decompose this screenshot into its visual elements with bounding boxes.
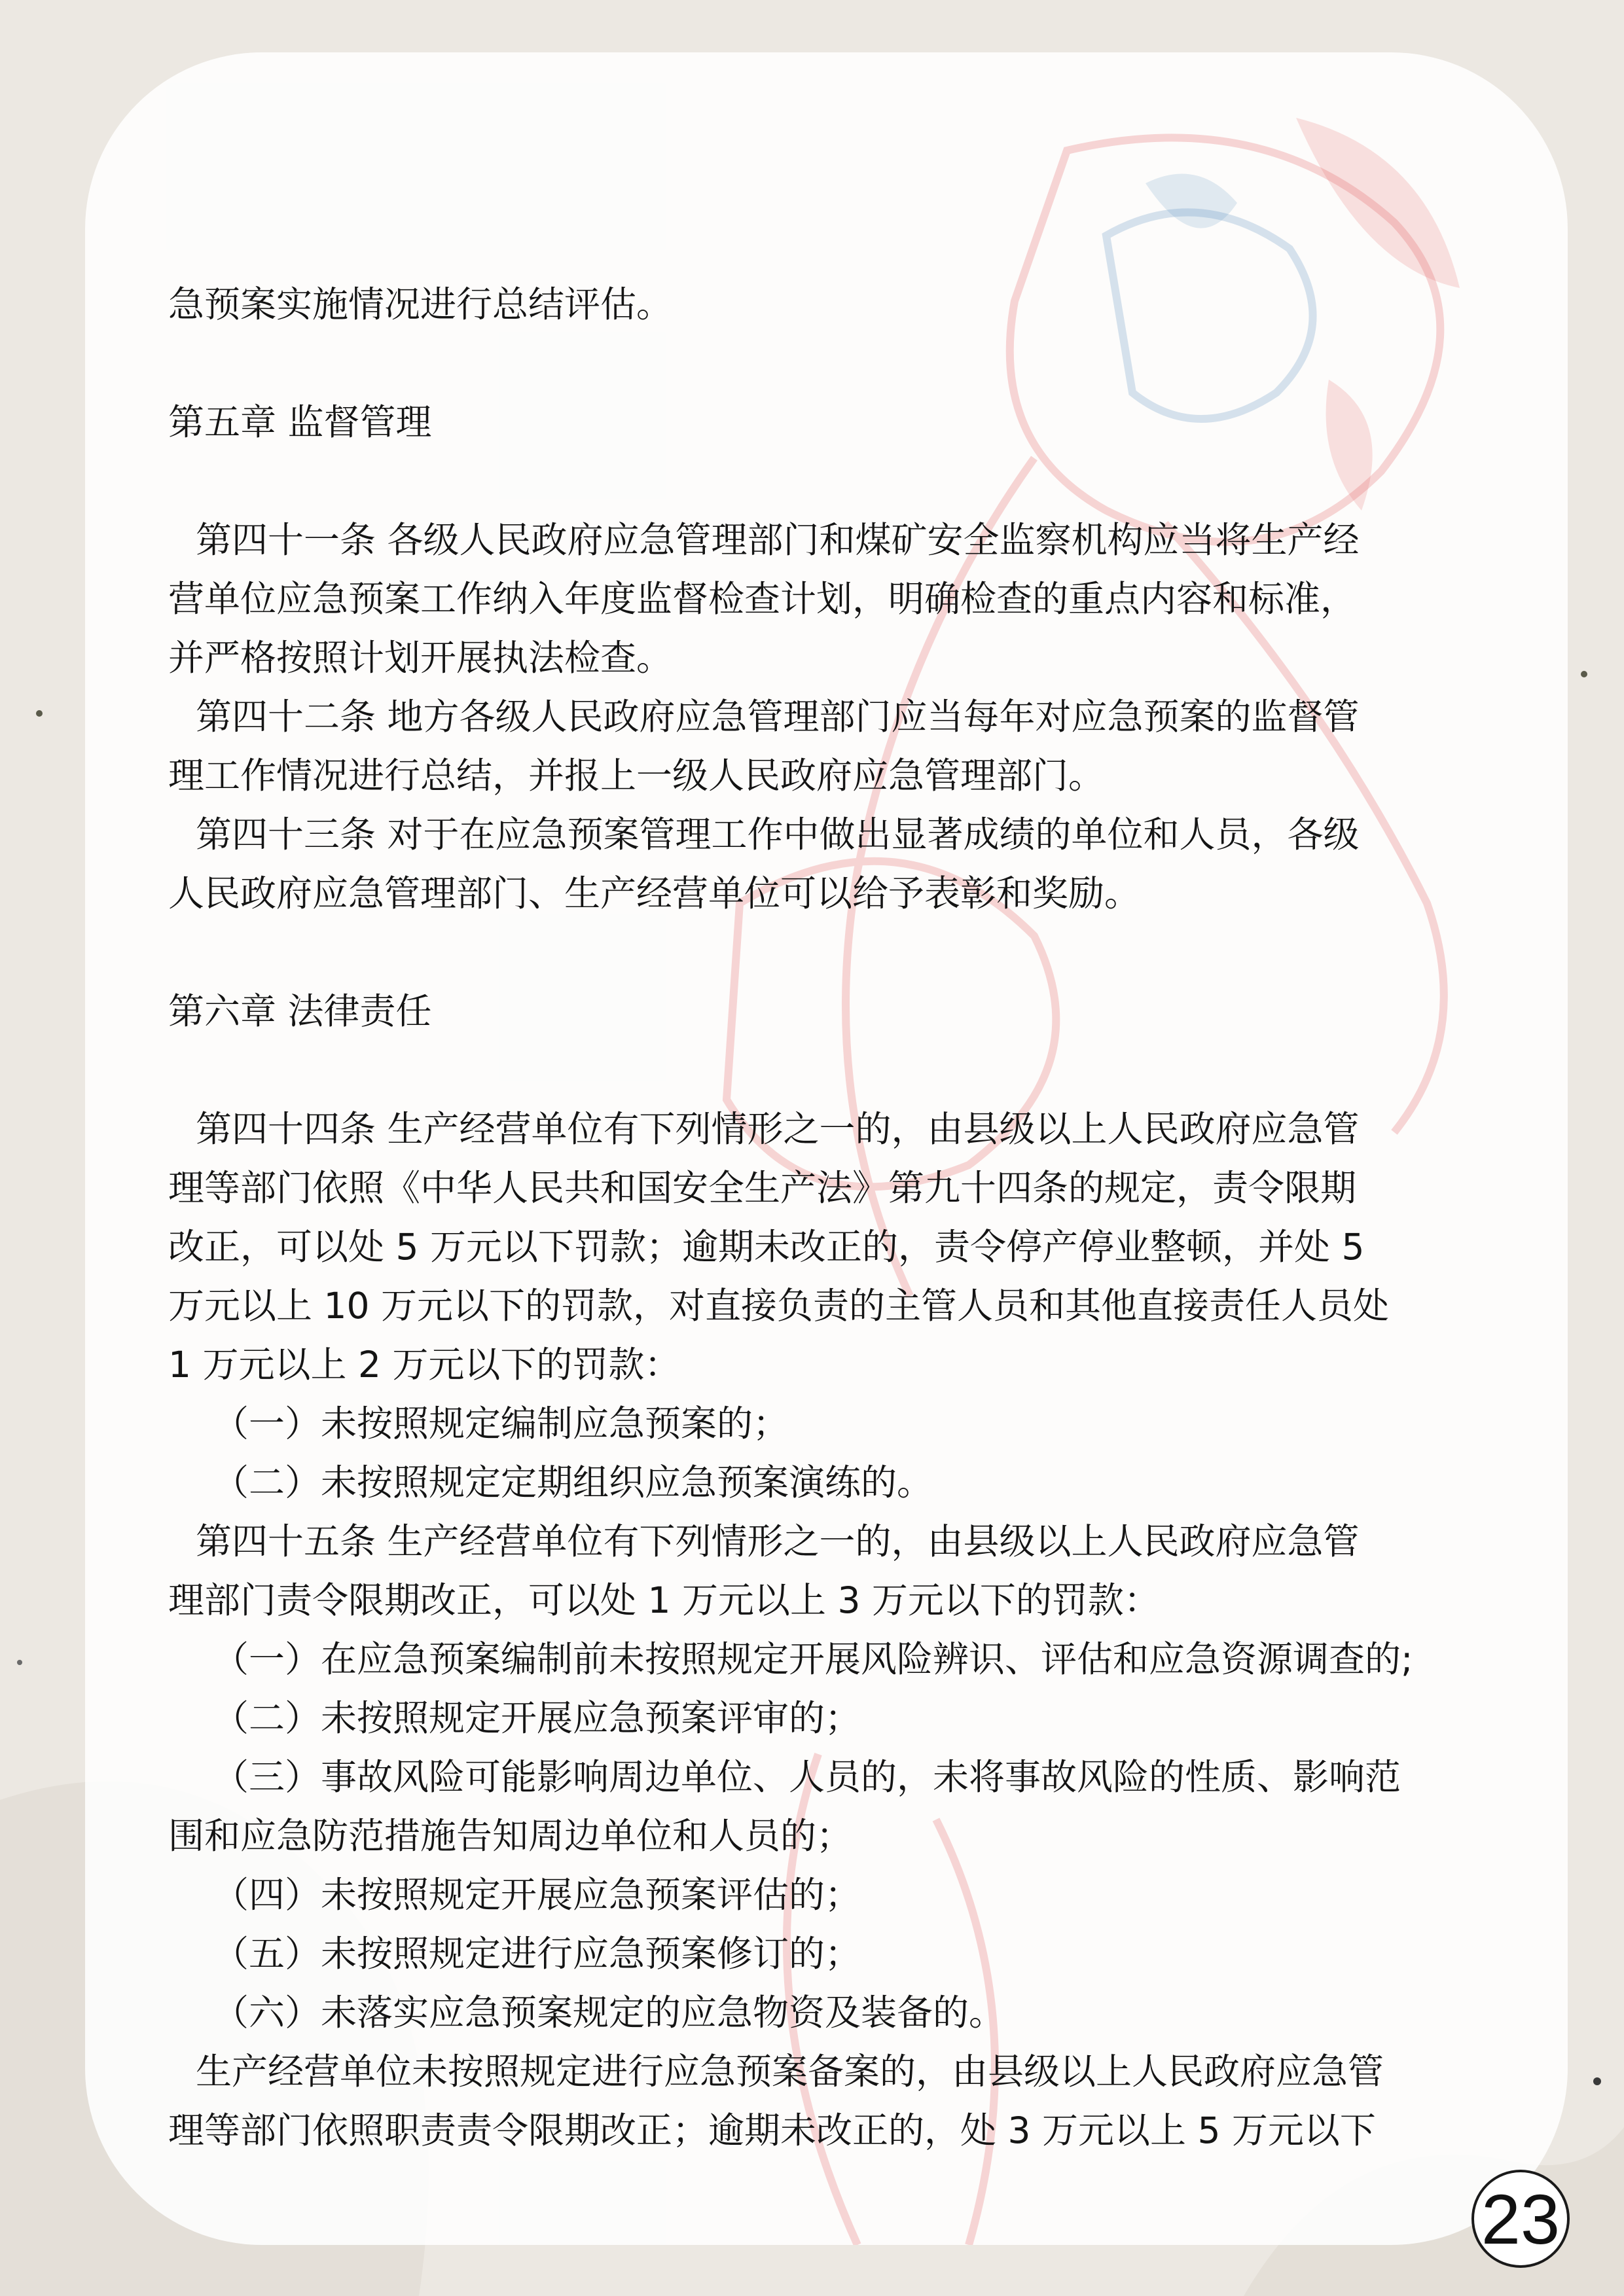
paragraph-line: （三）事故风险可能影响周边单位、人员的，未将事故风险的性质、影响范 [213,1756,1401,1798]
chapter-heading: 第五章 监督管理 [168,401,432,443]
paragraph-line: 改正，可以处 5 万元以下罚款；逾期未改正的，责令停产停业整顿，并处 5 [168,1226,1365,1268]
paragraph-line: 理部门责令限期改正，可以处 1 万元以上 3 万元以下的罚款： [168,1579,1160,1621]
paragraph-line: 围和应急防范措施告知周边单位和人员的； [168,1815,853,1857]
paragraph-line: （一）未按照规定编制应急预案的； [213,1403,789,1444]
chapter-heading: 第六章 法律责任 [168,990,432,1032]
paragraph-line: 营单位应急预案工作纳入年度监督检查计划，明确检查的重点内容和标准， [168,578,1357,620]
document-body [168,275,1484,2160]
paragraph-line: 理等部门依照《中华人民共和国安全生产法》第九十四条的规定，责令限期 [168,1167,1357,1209]
page-number-badge [1471,2170,1570,2268]
paragraph-line: 万元以上 10 万元以下的罚款，对直接负责的主管人员和其他直接责任人员处 [168,1285,1389,1327]
paragraph-line: 第四十四条 生产经营单位有下列情形之一的，由县级以上人民政府应急管 [196,1108,1360,1150]
paragraph-line: （四）未按照规定开展应急预案评估的； [213,1874,861,1916]
paragraph-line: （五）未按照规定进行应急预案修订的； [213,1933,861,1975]
paragraph-line: 1 万元以上 2 万元以下的罚款： [168,1344,681,1386]
paragraph-line: 急预案实施情况进行总结评估。 [168,283,673,325]
paragraph-line: 第四十一条 各级人民政府应急管理部门和煤矿安全监察机构应当将生产经 [196,519,1360,561]
paragraph-line: 并严格按照计划开展执法检查。 [168,637,673,679]
paragraph-line: 理工作情况进行总结，并报上一级人民政府应急管理部门。 [168,755,1105,797]
paragraph-line: （二）未按照规定定期组织应急预案演练的。 [213,1462,933,1503]
paragraph-line: 第四十五条 生产经营单位有下列情形之一的，由县级以上人民政府应急管 [196,1520,1360,1562]
paragraph-line: 第四十二条 地方各级人民政府应急管理部门应当每年对应急预案的监督管 [196,696,1360,738]
paragraph-line: 生产经营单位未按照规定进行应急预案备案的，由县级以上人民政府应急管 [196,2051,1384,2092]
paragraph-line: 第四十三条 对于在应急预案管理工作中做出显著成绩的单位和人员，各级 [196,814,1360,855]
paragraph-line: （六）未落实应急预案规定的应急物资及装备的。 [213,1992,1005,2034]
page-card [85,52,1568,2245]
paragraph-line: 人民政府应急管理部门、生产经营单位可以给予表彰和奖励。 [168,872,1141,914]
paragraph-line: 理等部门依照职责责令限期改正；逾期未改正的，处 3 万元以上 5 万元以下 [168,2109,1376,2151]
page-number: 23 [1481,2179,1561,2259]
paragraph-line: （二）未按照规定开展应急预案评审的； [213,1697,861,1739]
paragraph-line: （一）在应急预案编制前未按照规定开展风险辨识、评估和应急资源调查的; [213,1638,1413,1680]
